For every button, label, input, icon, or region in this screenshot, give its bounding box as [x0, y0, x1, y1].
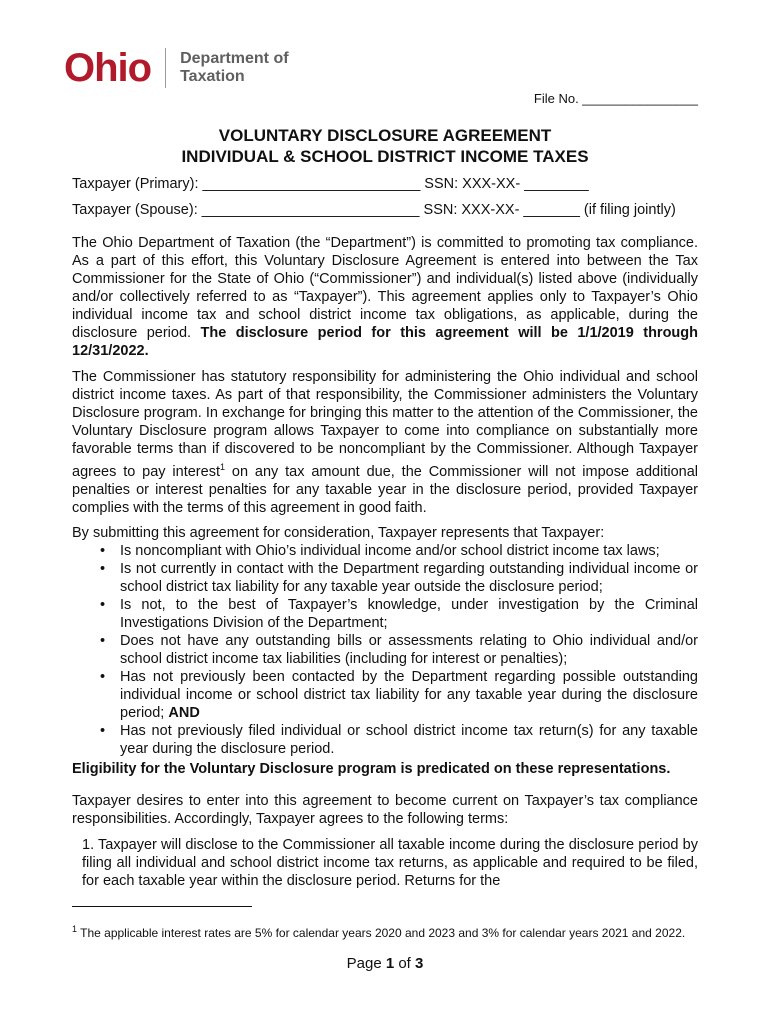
list-item: • Is not currently in contact with the Department regarding outstanding individual income or school district tax liability for any taxable year outside the disclosure period; — [100, 561, 698, 595]
footnote-divider — [72, 906, 252, 907]
taxpayer-primary-field: Taxpayer (Primary): ___________________________ SSN: XXX-XX- ________ — [72, 176, 589, 192]
bullet-icon: • — [100, 597, 106, 613]
taxpayer-spouse-field: Taxpayer (Spouse): ___________________________ SSN: XXX-XX- _______ (if filing jointly) — [72, 202, 676, 218]
term-item-1: 1. Taxpayer will disclose to the Commissioner all taxable income during the disclosure period by filing all individual and school district income tax returns, as applicable and required to be filed, for each taxable year within the disclosure period. Returns for the — [82, 837, 698, 889]
department-line-2: Taxation — [180, 68, 245, 85]
representations-intro: By submitting this agreement for consideration, Taxpayer represents that Taxpayer: — [72, 525, 605, 541]
footnote-reference: 1 — [219, 462, 225, 472]
logo-divider — [165, 48, 166, 88]
list-item: • Is noncompliant with Ohio’s individual income and/or school district income tax laws; — [100, 543, 660, 559]
list-item: • Is not, to the best of Taxpayer’s knowledge, under investigation by the Criminal Investigations Division of the Department; — [100, 597, 698, 631]
intro-text: The Ohio Department of Taxation (the “Department”) is committed to promoting tax compliance. As a part of this effort, this Voluntary Disclosure Agreement is entered into between the Tax Commissioner for the State of Ohio (“Commissioner”) and individual(s) listed above (individually and/or collectively referred to as “Taxpayer”). This agreement applies only to Taxpayer’s Ohio individual income tax and school district income tax obligations, as applicable, during the disclosure period. — [72, 235, 698, 341]
bullet-icon: • — [100, 723, 106, 739]
footnote — [72, 914, 698, 948]
bullet-icon: • — [100, 633, 106, 649]
document-title-line-2: INDIVIDUAL & SCHOOL DISTRICT INCOME TAXES — [181, 147, 589, 166]
bullet-icon: • — [100, 561, 106, 577]
current-page: 1 — [385, 955, 395, 972]
document-title-line-1: VOLUNTARY DISCLOSURE AGREEMENT — [218, 126, 552, 145]
representations-list — [72, 542, 698, 758]
and-label: AND — [168, 705, 200, 721]
ohio-logo-wordmark: Ohio — [64, 46, 152, 90]
page-number: Page 1 of 3 — [346, 955, 424, 972]
footnote-text: The applicable interest rates are 5% for calendar years 2020 and 2023 and 3% for calendar years 2021 and 2022. — [77, 926, 686, 940]
file-number-field: File No. ________________ — [533, 91, 698, 106]
list-item: • Has not previously filed individual or school district income tax return(s) for any taxable year during the disclosure period. — [100, 723, 698, 757]
commissioner-text-b: on any tax amount due, the Commissioner will not impose additional penalties or interest penalties for any taxable year in the disclosure period, provided Taxpayer complies with the terms of this agreement in good faith. — [72, 463, 698, 516]
ohio-taxation-logo — [64, 46, 289, 90]
footnote-mark: 1 — [72, 924, 78, 934]
list-item: • Does not have any outstanding bills or assessments relating to Ohio individual and/or school district income tax liabilities (including for interest or penalties); — [100, 633, 698, 667]
commissioner-text-a: The Commissioner has statutory responsibility for administering the Ohio individual and school district income taxes. As part of that responsibility, the Commissioner administers the Voluntary Disclosure program. In exchange for bringing this matter to the attention of the Commissioner, the Voluntary Disclosure program allows Taxpayer to come into compliance on substantially more favorable terms than if discovered to be noncompliant by the Commissioner. Although Taxpayer agrees to pay interest — [72, 369, 698, 480]
department-name — [180, 50, 288, 86]
bullet-icon: • — [100, 543, 106, 559]
department-line-1: Department of — [180, 50, 289, 67]
eligibility-statement: Eligibility for the Voluntary Disclosure program is predicated on these representations. — [72, 761, 671, 777]
terms-intro: Taxpayer desires to enter into this agreement to become current on Taxpayer’s tax compliance responsibilities. Accordingly, Taxpayer agrees to the following terms: — [72, 793, 698, 827]
commissioner-paragraph — [72, 368, 698, 517]
bullet-icon: • — [100, 669, 106, 685]
intro-paragraph — [72, 234, 698, 360]
disclosure-period-statement: The disclosure period for this agreement will be 1/1/2019 through 12/31/2022. — [72, 325, 698, 359]
list-item: • Has not previously been contacted by the Department regarding possible outstanding individual income or school district tax liability for any taxable year during the disclosure period; AND — [100, 669, 698, 721]
total-pages: 3 — [415, 955, 424, 972]
